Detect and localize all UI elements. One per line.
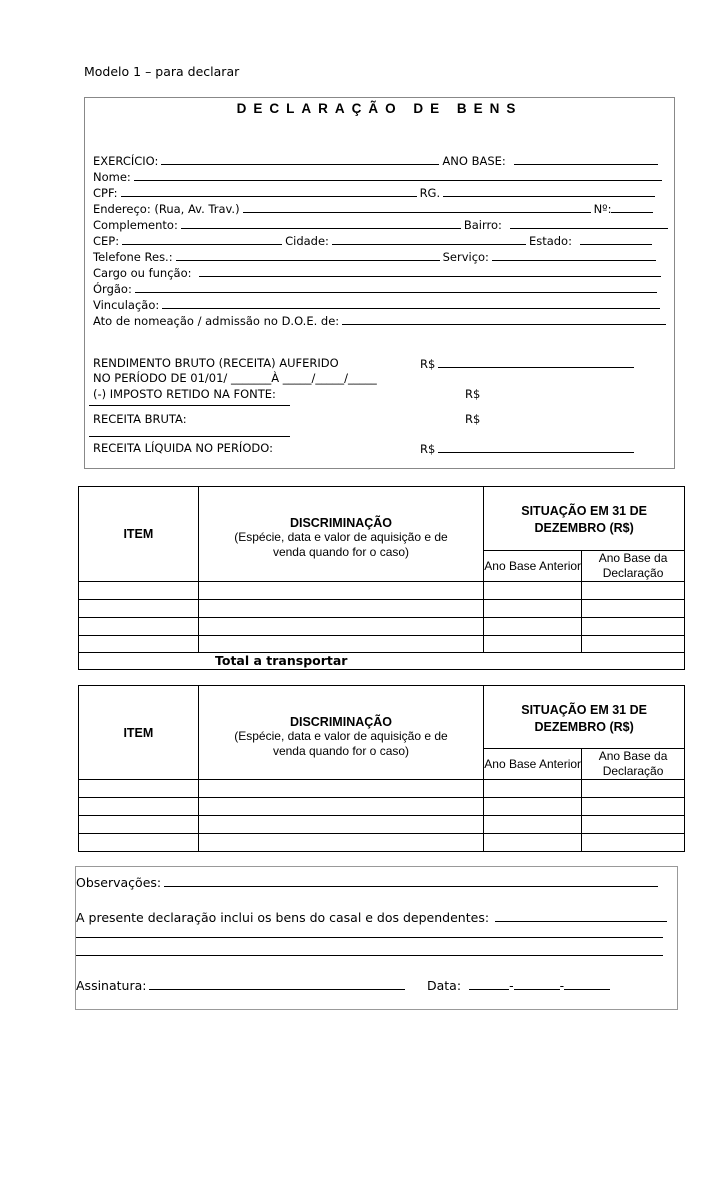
rendimento-value[interactable]: [420, 356, 637, 371]
observacoes-line[interactable]: [164, 873, 658, 887]
currency-label: R$: [420, 442, 436, 456]
situacao-header: SITUAÇÃO EM 31 DE DEZEMBRO (R$): [484, 686, 685, 749]
cpf-label: CPF:: [93, 186, 118, 200]
telefone-label: Telefone Res.:: [93, 250, 173, 264]
field-observacoes[interactable]: [76, 873, 661, 890]
field-telefone[interactable]: [93, 249, 659, 264]
assinatura-label: Assinatura:: [76, 978, 147, 993]
telefone-line[interactable]: [176, 249, 440, 261]
blank-line[interactable]: [76, 937, 663, 938]
situacao-header: SITUAÇÃO EM 31 DE DEZEMBRO (R$): [484, 487, 685, 551]
receita-bruta-currency[interactable]: R$: [465, 412, 481, 426]
ano-declaracao-header: Ano Base da Declaração: [582, 551, 685, 582]
table-row[interactable]: [79, 618, 685, 636]
cidade-line[interactable]: [332, 233, 526, 245]
field-presente[interactable]: [76, 908, 670, 925]
divider-line: [89, 436, 290, 437]
field-exercicio[interactable]: [93, 153, 661, 168]
complemento-label: Complemento:: [93, 218, 178, 232]
imposto-label: (-) IMPOSTO RETIDO NA FONTE:: [93, 387, 276, 401]
servico-line[interactable]: [492, 249, 656, 261]
discriminacao-title: DISCRIMINAÇÃO: [289, 714, 393, 729]
table-row[interactable]: [79, 816, 685, 834]
assets-table-2: [78, 685, 685, 852]
item-header: ITEM: [79, 487, 199, 582]
discriminacao-subtitle: (Espécie, data e valor de aquisição e de venda quando for o caso): [234, 728, 448, 758]
total-label: Total a transportar: [215, 653, 348, 668]
discriminacao-subtitle: (Espécie, data e valor de aquisição e de venda quando for o caso): [234, 530, 448, 559]
cep-line[interactable]: [122, 233, 282, 245]
model-label: Modelo 1 – para declarar: [84, 64, 240, 79]
field-endereco[interactable]: [93, 201, 656, 216]
presente-line[interactable]: [495, 908, 667, 922]
assets-table-1: [78, 486, 685, 670]
rendimento-label: RENDIMENTO BRUTO (RECEITA) AUFERIDO: [93, 356, 339, 370]
item-header: ITEM: [79, 686, 199, 780]
table-row[interactable]: [79, 600, 685, 618]
receita-liquida-value[interactable]: [420, 441, 637, 456]
divider-line: [89, 405, 290, 406]
receita-liquida-label: RECEITA LÍQUIDA NO PERÍODO:: [93, 441, 273, 455]
ano-base-line[interactable]: [514, 153, 658, 165]
table-row[interactable]: [79, 834, 685, 852]
cargo-label: Cargo ou função:: [93, 266, 192, 280]
rendimento-line[interactable]: [438, 356, 634, 368]
discriminacao-title: DISCRIMINAÇÃO: [289, 516, 393, 530]
ano-base-label: ANO BASE:: [442, 154, 506, 168]
table-row[interactable]: [79, 798, 685, 816]
currency-label: R$: [420, 357, 436, 371]
table-row[interactable]: [79, 582, 685, 600]
field-nome[interactable]: [93, 169, 665, 184]
exercicio-label: EXERCÍCIO:: [93, 154, 159, 168]
ano-declaracao-header: Ano Base da Declaração: [582, 749, 685, 780]
rg-line[interactable]: [443, 185, 655, 197]
servico-label: Serviço:: [442, 250, 489, 264]
ato-label: Ato de nomeação / admissão no D.O.E. de:: [93, 314, 340, 328]
observacoes-label: Observações:: [76, 875, 162, 890]
discriminacao-header: [198, 487, 483, 582]
estado-line[interactable]: [580, 233, 652, 245]
nome-line[interactable]: [134, 169, 662, 181]
numero-label: Nº:: [593, 202, 612, 216]
data-day-line[interactable]: [469, 976, 509, 990]
data-year-line[interactable]: [564, 976, 610, 990]
estado-label: Estado:: [528, 234, 572, 248]
vinculacao-line[interactable]: [162, 297, 660, 309]
receita-bruta-label: RECEITA BRUTA:: [93, 412, 187, 426]
exercicio-line[interactable]: [161, 153, 439, 165]
bairro-line[interactable]: [510, 217, 668, 229]
orgao-line[interactable]: [135, 281, 657, 293]
ano-anterior-header: Ano Base Anterior: [484, 749, 582, 780]
cpf-line[interactable]: [121, 185, 417, 197]
discriminacao-header: [198, 686, 483, 780]
nome-label: Nome:: [93, 170, 131, 184]
field-cargo[interactable]: [93, 265, 664, 280]
ano-anterior-header: Ano Base Anterior: [484, 551, 582, 582]
field-orgao[interactable]: [93, 281, 660, 296]
assinatura-line[interactable]: [149, 976, 405, 990]
cargo-line[interactable]: [199, 265, 661, 277]
endereco-line[interactable]: [243, 201, 591, 213]
field-assinatura[interactable]: [76, 976, 408, 993]
vinculacao-label: Vinculação:: [93, 298, 160, 312]
data-label: Data:: [427, 978, 462, 993]
blank-line[interactable]: [76, 955, 663, 956]
field-cpf[interactable]: [93, 185, 658, 200]
field-cep[interactable]: [93, 233, 655, 248]
presente-label: A presente declaração inclui os bens do casal e dos dependentes:: [76, 910, 490, 925]
field-ato[interactable]: [93, 313, 669, 328]
field-complemento[interactable]: [93, 217, 671, 232]
bairro-label: Bairro:: [463, 218, 502, 232]
orgao-label: Órgão:: [93, 282, 132, 296]
total-row[interactable]: [79, 653, 685, 670]
numero-line[interactable]: [611, 201, 653, 213]
ato-line[interactable]: [342, 313, 666, 325]
periodo-line[interactable]: NO PERÍODO DE 01/01/ _______À _____/_____/_____: [93, 371, 377, 385]
field-vinculacao[interactable]: [93, 297, 663, 312]
data-month-line[interactable]: [514, 976, 560, 990]
imposto-currency[interactable]: R$: [465, 387, 481, 401]
cidade-label: Cidade:: [285, 234, 329, 248]
declaration-title: DECLARAÇÃO DE BENS: [236, 101, 523, 116]
cep-label: CEP:: [93, 234, 120, 248]
receita-liquida-line[interactable]: [438, 441, 634, 453]
field-data[interactable]: Data: - -: [427, 976, 610, 993]
rg-label: RG.: [419, 186, 441, 200]
endereco-label: Endereço: (Rua, Av. Trav.): [93, 202, 240, 216]
table-row[interactable]: [79, 780, 685, 798]
complemento-line[interactable]: [181, 217, 461, 229]
table-row[interactable]: [79, 636, 685, 653]
